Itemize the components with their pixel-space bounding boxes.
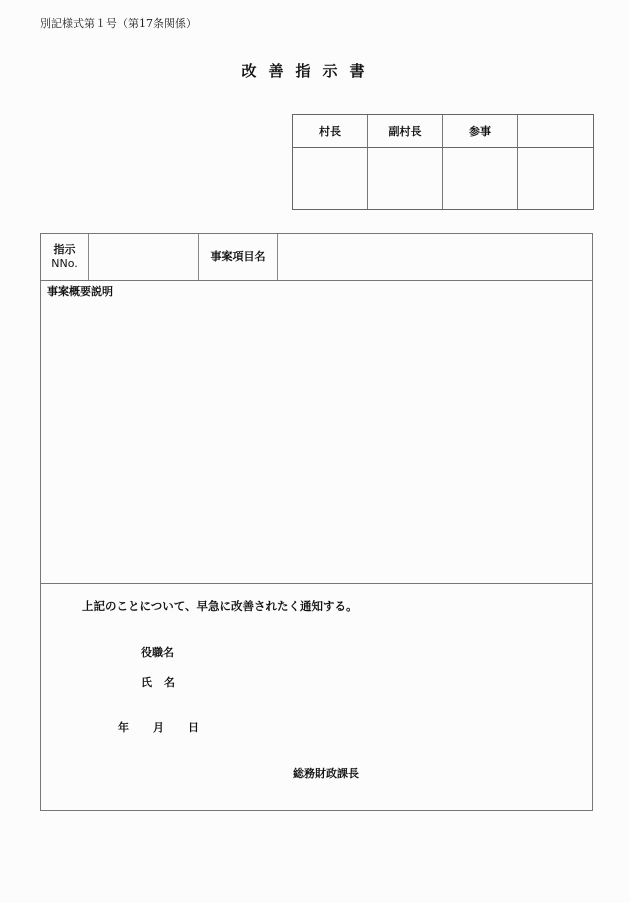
approval-header-row	[293, 115, 593, 148]
date-year-label: 年	[118, 721, 129, 734]
approval-header-counselor: 参事	[443, 115, 518, 147]
description-section[interactable]	[41, 281, 592, 584]
project-item-field[interactable]	[278, 234, 592, 280]
name-label	[141, 674, 175, 690]
stamp-box-blank[interactable]	[518, 148, 593, 209]
approval-header-deputy-mayor: 副村長	[368, 115, 443, 147]
instruction-no-label	[41, 234, 89, 280]
instruction-no-field[interactable]	[89, 234, 199, 280]
date-line	[118, 719, 199, 735]
approval-header-mayor: 村長	[293, 115, 368, 147]
name-label-part1: 氏	[141, 676, 152, 689]
title-char: 示	[322, 62, 338, 80]
approval-stamp-row	[293, 148, 593, 209]
issuer-title: 総務財政課長	[293, 767, 359, 780]
title-char: 書	[349, 62, 365, 80]
date-day-label: 日	[188, 721, 199, 734]
position-title-label: 役職名	[141, 646, 174, 659]
name-label-part2: 名	[164, 676, 175, 689]
title-char: 指	[295, 62, 311, 80]
date-month-label: 月	[153, 721, 164, 734]
notice-section	[41, 584, 592, 810]
project-item-label: 事案項目名	[199, 234, 278, 280]
approval-stamp-table	[292, 114, 594, 210]
stamp-box-counselor[interactable]	[443, 148, 518, 209]
form-header-row	[41, 234, 592, 281]
title-char: 改	[241, 62, 257, 80]
instruction-no-label-line1: 指示	[53, 243, 76, 256]
document-title	[0, 60, 606, 81]
title-char: 善	[268, 62, 284, 80]
stamp-box-mayor[interactable]	[293, 148, 368, 209]
description-label: 事案概要説明	[47, 285, 113, 298]
instruction-no-label-line2: NNo.	[51, 257, 78, 270]
stamp-box-deputy-mayor[interactable]	[368, 148, 443, 209]
main-form-table	[40, 233, 593, 811]
approval-header-blank	[518, 115, 593, 147]
form-number-note: 別記様式第１号（第17条関係）	[40, 17, 197, 30]
notice-text: 上記のことについて、早急に改善されたく通知する。	[82, 599, 358, 613]
